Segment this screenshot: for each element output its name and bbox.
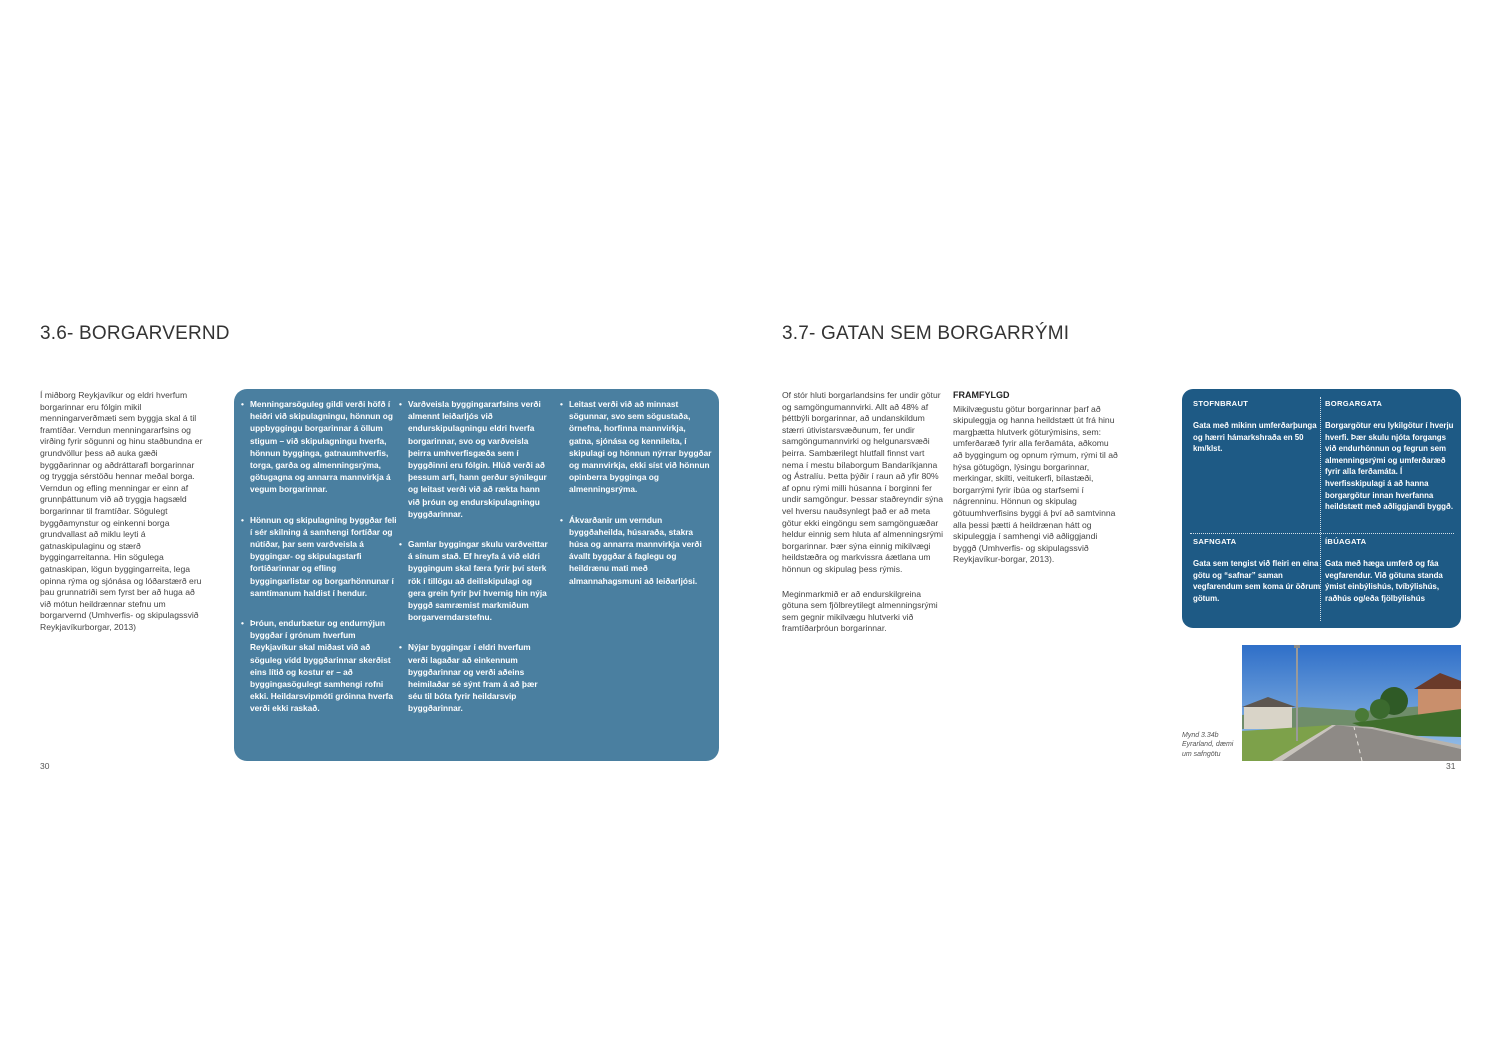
policy-column-1 bbox=[241, 398, 397, 733]
policy-item bbox=[241, 514, 397, 599]
bullet-icon: • bbox=[399, 399, 402, 409]
policy-item bbox=[399, 398, 551, 520]
street-type-text: Gata sem tengist við fleiri en eina götu og “safnar” saman vegfarendum sem koma úr öðrum götum. bbox=[1193, 559, 1321, 603]
street-type-borgargata bbox=[1325, 399, 1457, 513]
street-goal-paragraph: Meginmarkmið er að endurskilgreina götuna sem fjölbreytilegt almenningsrými sem gegnir mikilvægu hlutverki við framtíðarþróun borgarinnar. bbox=[782, 588, 938, 634]
policy-item-text: Leitast verði við að minnast sögunnar, svo sem sögustaða, örnefna, horfinna mannvirkja, gatna, sjónása og kennileita, í skipulagi og hönnun nýrrar byggðar og mannvirkja, ekki síst við hönnun opinberra bygginga og almenningsrýma. bbox=[569, 399, 712, 495]
street-types-grid bbox=[1182, 389, 1461, 628]
policy-item-text: Varðveisla byggingararfsins verði almennt leiðarljós við endurskipulagningu eldri hverfa borgarinnar, svo og varðveisla þeirra umhverfisgæða sem í byggðinni eru fólgin. Hlúð verði að þessum arfi, hann gerður sýnilegur og leitast verði við að rækta hann við þróun og endurskipulagningu byggðarinnar. bbox=[408, 399, 547, 519]
street-type-title: BORGARGATA bbox=[1325, 399, 1383, 408]
page-number-right: 31 bbox=[1446, 761, 1456, 771]
street-type-ibuagata bbox=[1325, 537, 1457, 604]
bullet-icon: • bbox=[399, 539, 402, 550]
page-number-left: 30 bbox=[40, 761, 50, 771]
bullet-icon: • bbox=[560, 514, 563, 525]
policy-item bbox=[399, 538, 551, 623]
street-type-title: STOFNBRAUT bbox=[1193, 399, 1249, 408]
street-type-text: Gata með mikinn umferðarþunga og hærri hámarkshraða en 50 km/klst. bbox=[1193, 421, 1317, 454]
implementation-heading: FRAMFYLGD bbox=[953, 390, 1010, 400]
implementation-text: Mikilvægustu götur borgarinnar þarf að skipuleggja og hanna heildstætt út frá hinu margþætta hlutverk göturýmisins, sem: umferðaræð fyrir alla ferðamáta, aðkomu að byggingum og opnum rýmum, rými til að hýsa götugögn, lýsingu borgarinnar, merkingar, skilti, veitukerfi, bílastæði, borgarrými fyrir íbúa og starfsemi í nágrenninu. Hönnun og skipulag götuumhverfisins byggi á því að samtvinna alla þessi þætti á heildrænan hátt og skipuleggja í samhengi við aðliggjandi byggð (Umhverfis- og skipulagssvið Reykjavíkur-borgar, 2013). bbox=[953, 403, 1118, 565]
bullet-icon: • bbox=[241, 618, 244, 629]
street-type-text: Borgargötur eru lykilgötur í hverju hverfi. Þær skulu njóta forgangs við endurhönnun og fegrun sem almenningsrými og umferðaræð fyrir alla ferðamáta. Í hverfisskipulagi á að hanna borgargötur innan hverfanna heildstætt með aðliggjandi byggð. bbox=[1325, 421, 1454, 512]
intro-paragraph: Í miðborg Reykjavíkur og eldri hverfum borgarinnar eru fólgin mikil menningarverðmæti sem byggja skal á til framtíðar. Verndun menningararfsins og virðing fyrir sögunni og hinu staðbundna er grundvöllur þess að auka gæði byggðarinnar og aðdráttarafl borgarinnar og tryggja sérstöðu hennar meðal borga. Verndun og efling menningar er einn af grunnþáttunum við að tryggja hagsæld borgarinnar til framtíðar. Sögulegt byggðamynstur og einkenni borga grundvallast að miklu leyti á gatnaskipulaginu og stærð byggingarreitanna. Hin sögulega gatnaskipan, lögun byggingarreita, lega opinna rýma og sjónása og lóðarstærð eru þau grunnatriði sem fyrst ber að huga að við mótun heildrænnar stefnu um borgarvernd (Umhverfis- og skipulagssvið Reykjavíkurborgar, 2013) bbox=[40, 390, 203, 632]
policy-item bbox=[560, 398, 712, 496]
grid-divider-horizontal bbox=[1190, 533, 1454, 534]
bullet-icon: • bbox=[560, 399, 563, 409]
street-paragraph: Of stór hluti borgarlandsins fer undir götur og samgöngumannvirki. Allt að 48% af þéttbýli borgarinnar, að undanskildum stærri útivistarsvæðunum, fer undir samgöngumannvirki og helgunarsvæði þeirra. Sambærilegt hlutfall finnst vart nema í mestu bílaborgum Bandaríkjanna og Ástralíu. Þetta þýðir í raun að yfir 80% af opnu rými milli húsanna í borginni fer undir samgöngur. Þessar staðreyndir sýna vel hversu nauðsynlegt það er að meta götur ekki eingöngu sem samgönguæðar heldur einnig sem hluta af almenningsrými borgarinnar. Þær sýna einnig mikilvægi heildstæðra og markvissra áætlana um hönnun og skipulag þess rýmis. bbox=[782, 390, 943, 574]
street-text-column bbox=[782, 390, 944, 648]
bullet-icon: • bbox=[241, 514, 244, 525]
policy-item-text: Ákvarðanir um verndun byggðaheilda, húsaraða, stakra húsa og annarra mannvirkja verði ávallt byggðar á faglegu og heildrænu mati með almannahagsmuni að leiðarljósi. bbox=[569, 514, 702, 586]
policy-item-text: Gamlar byggingar skulu varðveittar á sínum stað. Ef hreyfa á við eldri byggingum skal færa fyrir því sterk rök í tillögu að deiliskipulagi og gera grein fyrir því hvernig hin nýja byggð samræmist markmiðum borgarverndarstefnu. bbox=[408, 539, 548, 623]
street-type-safngata bbox=[1193, 537, 1325, 604]
photo-caption: Mynd 3.34b Eyrarland, dæmi um safngötu bbox=[1182, 732, 1234, 758]
street-photo bbox=[1242, 645, 1461, 761]
bullet-icon: • bbox=[399, 642, 402, 653]
policy-panel bbox=[234, 389, 719, 761]
implementation-column bbox=[953, 390, 1118, 566]
section-heading-gatan: 3.7- GATAN SEM BORGARRÝMI bbox=[782, 323, 1070, 344]
policy-column-2 bbox=[399, 398, 551, 733]
section-heading-borgarvernd: 3.6- BORGARVERND bbox=[40, 323, 230, 344]
policy-item-text: Hönnun og skipulagning byggðar feli í sér skilning á samhengi fortíðar og nútíðar, þar sem varðveisla á byggingar- og skipulagstarfi fortíðarinnar og efling byggingarlistar og borgarhönnunar í samtímanum haldist í hendur. bbox=[250, 514, 397, 598]
bullet-icon: • bbox=[241, 399, 244, 409]
policy-item-text: Þróun, endurbætur og endurnýjun byggðar í grónum hverfum Reykjavíkur skal miðast við að söguleg vídd byggðarinnar skerðist eins lítið og kostur er – að byggingasögulegt samhengi rofni ekki. Heildarsvipmóti gróinna hverfa verði ekki raskað. bbox=[250, 618, 393, 714]
street-type-stofnbraut bbox=[1193, 399, 1325, 455]
policy-column-3 bbox=[560, 398, 712, 605]
policy-item-text: Menningarsöguleg gildi verði höfð í heiðri við skipulagningu, hönnun og uppbyggingu borgarinnar á öllum stigum – við skipulagningu hverfa, hönnun bygginga, gatnaumhverfis, torga, garða og almenningsrýma, götugagna og annarra mannvirkja á vegum borgarinnar. bbox=[250, 399, 393, 495]
policy-item bbox=[241, 398, 397, 496]
policy-item bbox=[399, 641, 551, 714]
policy-item bbox=[560, 514, 712, 587]
street-type-text: Gata með hæga umferð og fáa vegfarendur. Við götuna standa ýmist einbýlishús, tvíbýlishús, raðhús og/eða fjölbýlishús bbox=[1325, 559, 1443, 603]
street-type-title: SAFNGATA bbox=[1193, 537, 1237, 546]
street-type-title: ÍBÚAGATA bbox=[1325, 537, 1367, 546]
policy-item bbox=[241, 617, 397, 715]
policy-item-text: Nýjar byggingar í eldri hverfum verði lagaðar að einkennum byggðarinnar og verði aðeins heimilaðar sé sýnt fram á að þær séu til bóta fyrir heildarsvip byggðarinnar. bbox=[408, 642, 538, 714]
